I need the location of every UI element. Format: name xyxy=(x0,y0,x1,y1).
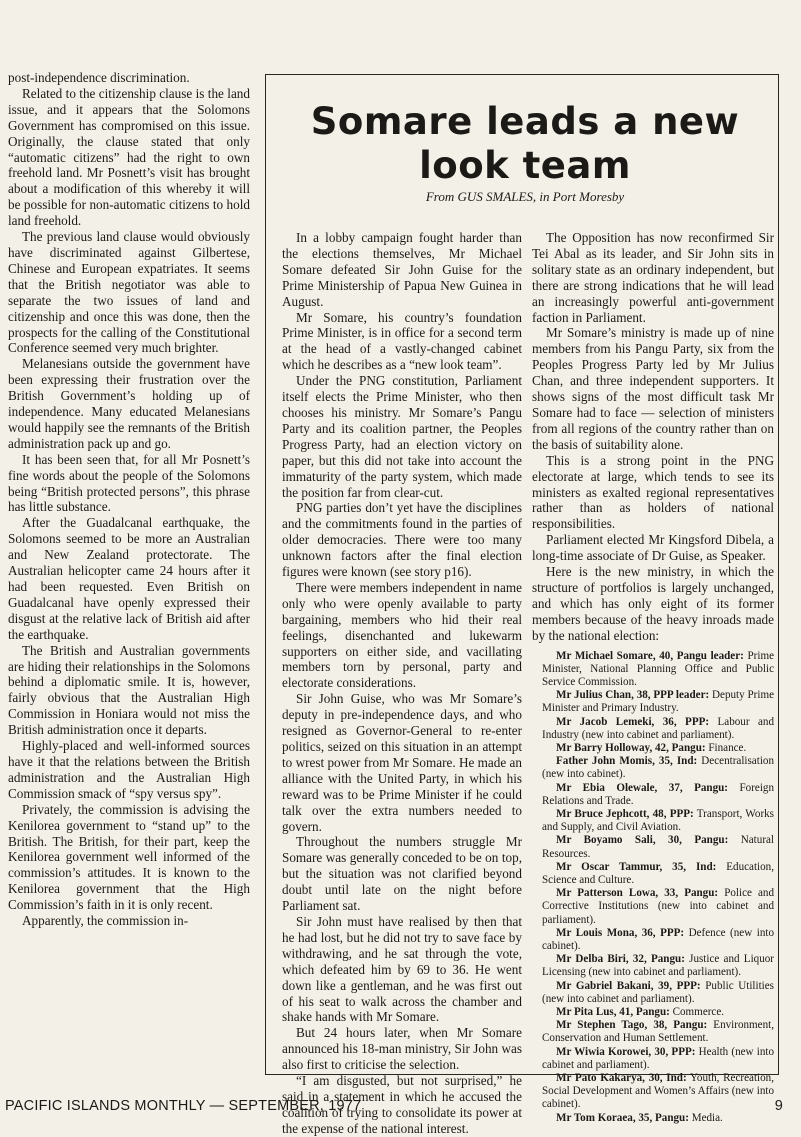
minister-name: Mr Gabriel Bakani, 39, PPP: xyxy=(556,979,701,992)
minister-name: Mr Barry Holloway, 42, Pangu: xyxy=(556,741,706,754)
list-item xyxy=(532,689,774,715)
paragraph: There were members independent in name only who were openly available to party bargaining, members who hid their real feelings, disenchanted and lukewarm supporters on either side, and vacillating members torn by personal, party and electorate considerations. xyxy=(282,579,522,691)
minister-name: Mr Patterson Lowa, 33, Pangu: xyxy=(556,887,719,900)
article-column-1 xyxy=(282,230,522,1137)
list-item xyxy=(532,953,774,979)
minister-portfolio: Labour and Industry (new into cabinet and parliament). xyxy=(542,715,775,741)
list-item xyxy=(532,650,774,690)
paragraph: After the Guadalcanal earthquake, the Solomons seemed to be more an Australian and New Zealand protectorate. The Australian helicopter came 24 hours after it had been requested. Even British on Guadalcanal have openly expressed their disgust at the relative lack of British aid after the earthquake. xyxy=(8,515,250,642)
paragraph: “I am disgusted, but not surprised,” he said in a statement in which he accused the coalition of trying to consolidate its power at the expense of the national interest. xyxy=(282,1073,522,1136)
minister-portfolio: Justice and Liquor Licensing (new into cabinet and parliament). xyxy=(542,953,774,979)
minister-portfolio: Natural Resources. xyxy=(542,834,775,860)
minister-portfolio: Prime Minister, National Planning Office and Public Service Commission. xyxy=(542,649,774,688)
list-item xyxy=(532,1019,774,1045)
list-item xyxy=(532,808,774,834)
ministry-list xyxy=(532,650,774,1125)
list-item xyxy=(532,716,774,742)
paragraph: PNG parties don’t yet have the disciplines and the commitments found in the parties of older democracies. There were too many unknown factors after the final election figures were known (see story p16). xyxy=(282,500,522,580)
list-item xyxy=(532,1006,774,1019)
list-item xyxy=(532,887,774,927)
minister-name: Mr Tom Koraea, 35, Pangu: xyxy=(556,1111,689,1124)
paragraph: Melanesians outside the government have been expressing their frustration over the British Government’s holding up of independence. Many educated Melanesians would happily see the remnants of the British administration pack up and go. xyxy=(8,356,250,451)
paragraph: Under the PNG constitution, Parliament itself elects the Prime Minister, who then chooses his ministry. Mr Somare’s Pangu Party and its coalition partner, the Peoples Progress Party, had an election victory on paper, but this did not take into account the immaturity of the party system, which made the position far from clear-cut. xyxy=(282,373,522,500)
paragraph: This is a strong point in the PNG electorate at large, which tends to see its ministers as exalted regional representatives rather than as holders of national responsibilities. xyxy=(532,452,774,532)
minister-name: Mr Michael Somare, 40, Pangu leader: xyxy=(556,649,744,662)
minister-name: Mr Julius Chan, 38, PPP leader: xyxy=(556,689,710,702)
minister-name: Father John Momis, 35, Ind: xyxy=(556,755,698,768)
minister-portfolio: Decentralisation (new into cabinet). xyxy=(542,755,774,781)
list-item xyxy=(532,742,774,755)
list-item xyxy=(532,861,774,887)
minister-portfolio: Transport, Works and Supply, and Civil Aviation. xyxy=(542,808,774,834)
paragraph: The British and Australian governments are hiding their relationships in the Solomons behind a diplomatic smile. It is, however, fairly obvious that the Australian High Commission in Honiara would not miss the British administration once it departs. xyxy=(8,642,250,738)
article-byline: From GUS SMALES, in Port Moresby xyxy=(425,189,625,204)
page-footer xyxy=(5,1098,783,1118)
paragraph: Apparently, the commission in- xyxy=(22,913,189,929)
minister-portfolio: Deputy Prime Minister and Primary Industry. xyxy=(542,689,774,715)
minister-portfolio: Media. xyxy=(691,1111,723,1124)
minister-portfolio: Education, Science and Culture. xyxy=(542,860,774,887)
minister-portfolio: Environment, Conservation and Human Settlement. xyxy=(542,1019,774,1045)
paragraph: Parliament elected Mr Kingsford Dibela, a long-time associate of Dr Guise, as Speaker. xyxy=(532,532,774,564)
list-item xyxy=(532,834,774,860)
minister-name: Mr Ebia Olewale, 37, Pangu: xyxy=(556,781,729,794)
paragraph: It has been seen that, for all Mr Posnett’s fine words about the people of the Solomons being “British protected persons”, this phrase has little substance. xyxy=(8,451,250,515)
minister-name: Mr Louis Mona, 36, PPP: xyxy=(556,926,685,939)
article-headline: Somare leads a new look team xyxy=(310,100,740,187)
paragraph: Sir John must have realised by then that he had lost, but he did not try to save face by withdrawing, and he sat through the vote, which defeated him by 69 to 36. He went down like a gentleman, and he was first out of his seat to walk across the chamber and shake hands with Mr Somare. xyxy=(282,913,522,1025)
list-item xyxy=(532,980,774,1006)
minister-portfolio: Public Utilities (new into cabinet and parliament). xyxy=(542,979,774,1005)
minister-name: Mr Jacob Lemeki, 36, PPP: xyxy=(556,715,710,728)
list-item xyxy=(532,755,774,781)
left-column xyxy=(8,70,250,929)
paragraph: Privately, the commission is advising the Kenilorea government to “stand up” to the British. The British, for their part, keep the Kenilorea government well informed of the commission’s attitudes. It is known to the Kenilorea government that the High Commission’s faith in it is only recent. xyxy=(8,801,250,913)
paragraph: In a lobby campaign fought harder than the elections themselves, Mr Michael Somare defeated Sir John Guise for the Prime Ministership of Papua New Guinea in August. xyxy=(282,230,522,309)
paragraph: Related to the citizenship clause is the land issue, and it appears that the Solomons Government has compromised on this issue. Originally, the clause stated that only “automatic citizens” had the right to own freehold land. Mr Posnett’s visit has brought about a modification of this whereby it will be possible for non-automatic citizens to hold land freehold. xyxy=(8,85,250,229)
minister-portfolio: Health (new into cabinet and parliament). xyxy=(542,1045,774,1071)
publication-line: PACIFIC ISLANDS MONTHLY — SEPTEMBER, 1977 xyxy=(5,1098,362,1114)
list-item xyxy=(532,1046,774,1072)
paragraph: The Opposition has now reconfirmed Sir Tei Abal as its leader, and Sir John sits in solitary state as an ordinary independent, but there are strong indications that he will lead an increasingly powerful anti-government faction in Parliament. xyxy=(532,230,774,325)
list-item xyxy=(532,782,774,808)
minister-name: Mr Boyamo Sali, 30, Pangu: xyxy=(556,834,729,847)
paragraph: Highly-placed and well-informed sources have it that the relations between the British administration and the Australian High Commission smack of “spy versus spy”. xyxy=(8,738,250,801)
paragraph: But 24 hours later, when Mr Somare announced his 18-man ministry, Sir John was also first to criticise the selection. xyxy=(282,1025,522,1073)
paragraph: Here is the new ministry, in which the structure of portfolios is largely unchanged, and which has only eight of its former members because of the heavy inroads made by the national election: xyxy=(532,564,774,643)
paragraph: The previous land clause would obviously have discriminated against Gilbertese, Chinese and European expatriates. It seems that the British negotiator was able to separate the two issues of land and citizenship and once this was done, then the prospects for the calling of the Constitutional Conference seemed very much brighter. xyxy=(8,229,250,356)
minister-name: Mr Pita Lus, 41, Pangu: xyxy=(556,1006,670,1019)
minister-portfolio: Foreign Relations and Trade. xyxy=(542,781,774,807)
minister-name: Mr Stephen Tago, 38, Pangu: xyxy=(556,1019,708,1032)
minister-name: Mr Pato Kakarya, 30, Ind: xyxy=(556,1072,687,1085)
paragraph: post-independence discrimination. xyxy=(8,70,190,85)
article-column-2 xyxy=(532,230,774,1125)
minister-name: Mr Bruce Jephcott, 48, PPP: xyxy=(556,808,694,820)
page-number: 9 xyxy=(774,1098,783,1114)
minister-portfolio: Defence (new into cabinet). xyxy=(542,926,774,953)
minister-portfolio: Youth, Recreation, Social Development and Women’s Affairs (new into cabinet). xyxy=(542,1072,774,1111)
minister-portfolio: Police and Corrective Institutions (new into cabinet and parliament). xyxy=(542,887,774,926)
minister-name: Mr Wiwia Korowei, 30, PPP: xyxy=(556,1045,696,1058)
paragraph: Mr Somare, his country’s foundation Prime Minister, is in office for a second term at the head of a vastly-changed cabinet which he describes as a “new look team”. xyxy=(282,309,522,373)
minister-portfolio: Commerce. xyxy=(672,1006,725,1019)
paragraph: Mr Somare’s ministry is made up of nine members from his Pangu Party, six from the Peoples Progress Party led by Mr Julius Chan, and three independent supporters. It shows signs of the most difficult task Mr Somare had to face — selection of ministers from all regions of the country rather than on the basis of suitability alone. xyxy=(532,325,774,452)
minister-portfolio: Finance. xyxy=(708,741,747,754)
minister-name: Mr Delba Biri, 32, Pangu: xyxy=(556,953,685,966)
paragraph: Throughout the numbers struggle Mr Somare was generally conceded to be on top, but the situation was not clarified beyond doubt until late on the night before Parliament sat. xyxy=(282,834,522,914)
list-item xyxy=(532,927,774,953)
minister-name: Mr Oscar Tammur, 35, Ind: xyxy=(556,860,717,873)
paragraph: Sir John Guise, who was Mr Somare’s deputy in pre-independence days, and who resigned as Governor-General to re-enter politics, seized on this situation in an attempt to wrest power from Mr Somare. He made an alliance with the United Party, in which his reward was to be Prime Minister if he could talk over the extra numbers needed to govern. xyxy=(282,691,522,834)
